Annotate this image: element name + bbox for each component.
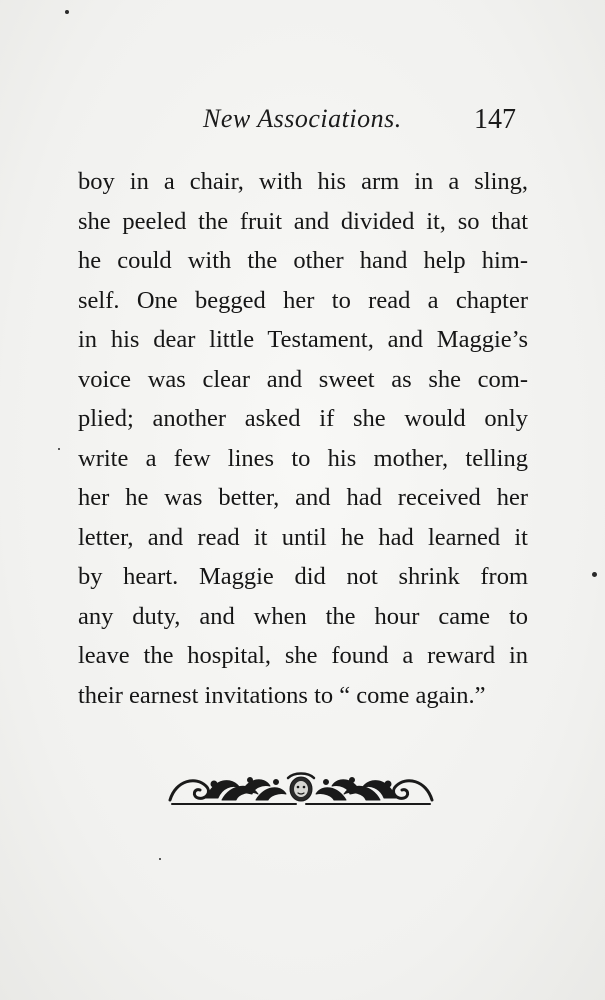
text-line: plied; another asked if she would only (78, 405, 528, 432)
text-line: self. One begged her to read a chapter (78, 286, 528, 314)
floral-tailpiece-ornament-icon (166, 770, 436, 810)
text-line: their earnest invitations to “ come again.” (78, 681, 486, 709)
text-line: by heart. Maggie did not shrink from (78, 563, 528, 590)
page-number: 147 (474, 104, 516, 135)
text-line: any duty, and when the hour came to (78, 602, 528, 630)
text-line: she peeled the fruit and divided it, so that (78, 207, 528, 235)
text-line: leave the hospital, she found a reward in (78, 642, 528, 669)
text-line: write a few lines to his mother, telling (78, 444, 528, 472)
text-line: voice was clear and sweet as she com- (78, 365, 528, 393)
ink-speck (592, 572, 597, 577)
text-line: letter, and read it until he had learned it (78, 523, 528, 551)
text-line: her he was better, and had received her (78, 484, 528, 511)
running-head (78, 100, 528, 140)
ink-speck (58, 448, 60, 450)
text-line: he could with the other hand help him- (78, 247, 528, 274)
body-text (78, 162, 528, 715)
running-head-title: New Associations. (203, 104, 402, 133)
text-line: in his dear little Testament, and Maggie’s (78, 326, 528, 353)
text-line: boy in a chair, with his arm in a sling, (78, 168, 528, 195)
ink-speck (159, 858, 161, 860)
ink-speck (65, 10, 69, 14)
